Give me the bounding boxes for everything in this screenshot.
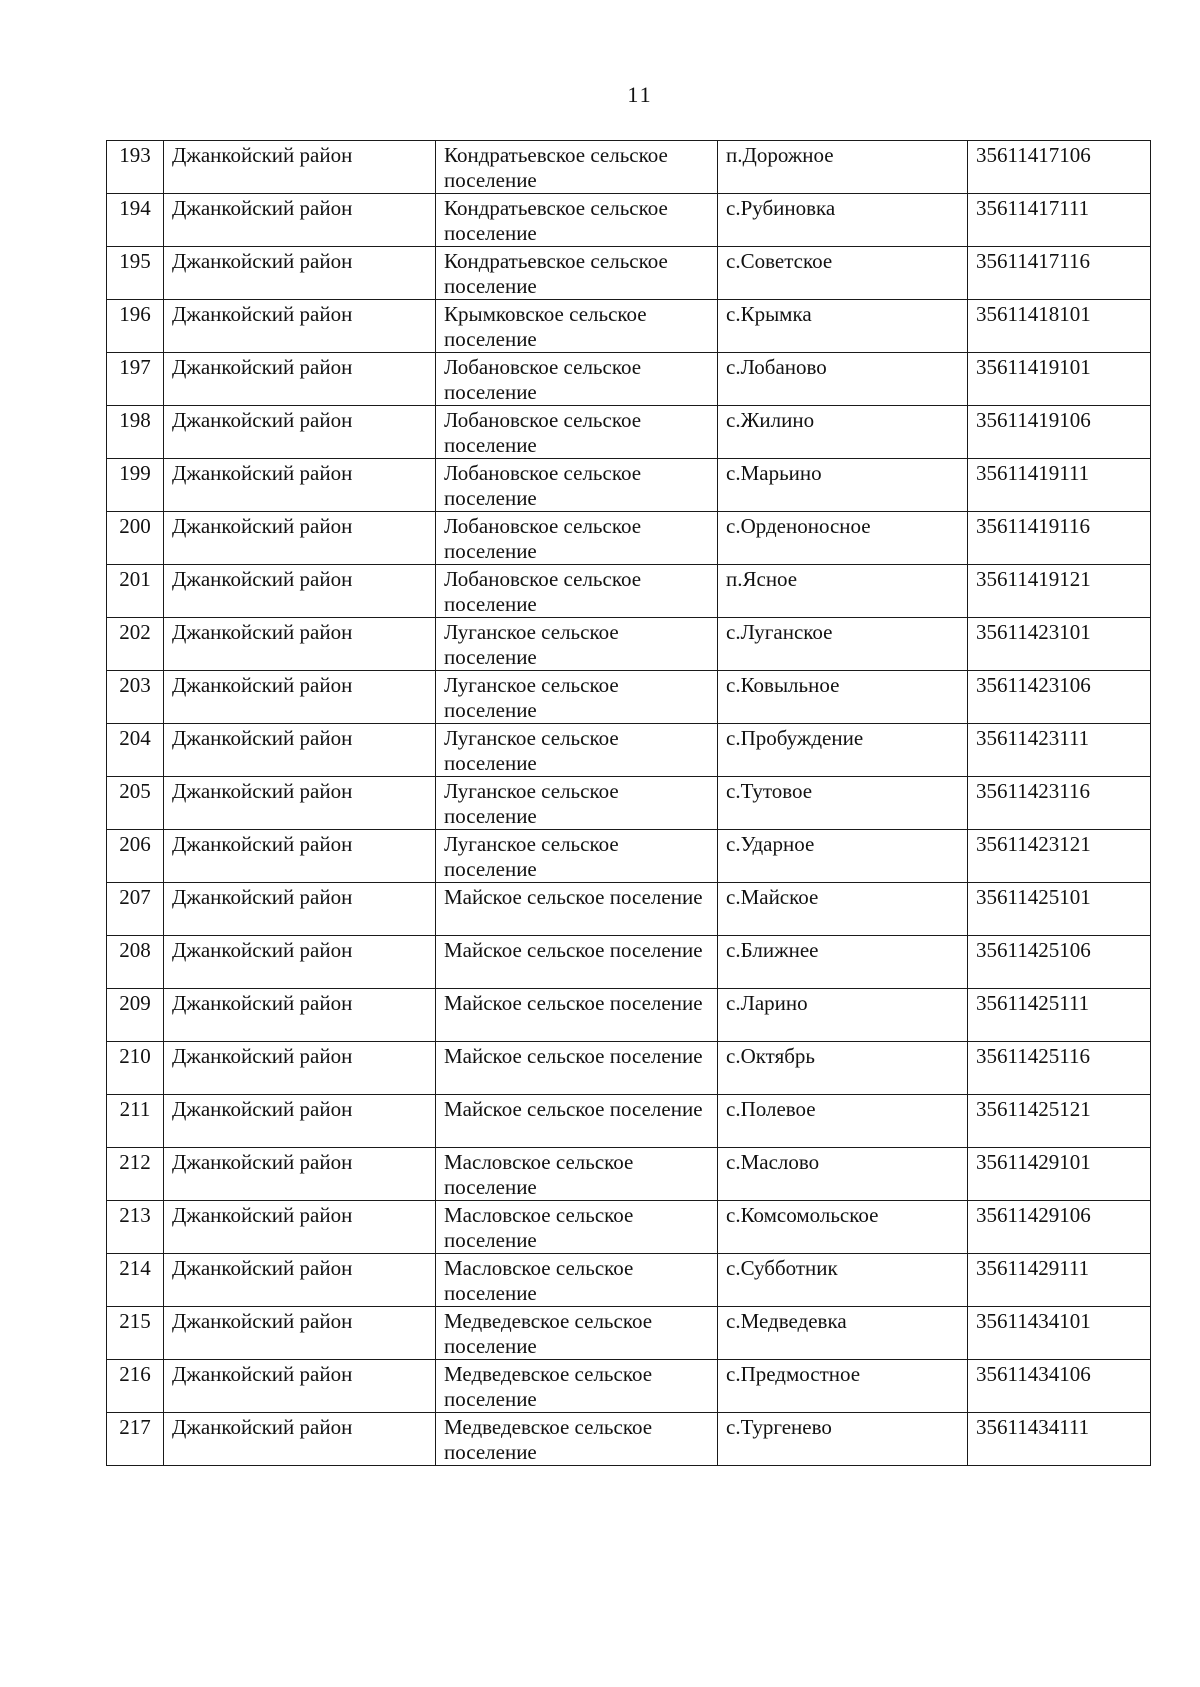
locality-cell-text: с.Лобаново	[726, 355, 827, 379]
row-number-cell-text: 205	[119, 779, 151, 803]
row-number-cell-text: 210	[119, 1044, 151, 1068]
table-row	[107, 883, 1151, 936]
settlement-cell	[436, 141, 718, 194]
district-cell-text: Джанкойский район	[172, 885, 353, 909]
locality-cell-text: с.Октябрь	[726, 1044, 815, 1068]
locality-cell-text: п.Ясное	[726, 567, 798, 591]
settlement-cell	[436, 1148, 718, 1201]
locality-cell	[718, 1254, 968, 1307]
row-number-cell-text: 204	[119, 726, 151, 750]
row-number-cell-text: 197	[119, 355, 151, 379]
district-cell	[164, 1307, 436, 1360]
row-number-cell	[107, 565, 164, 618]
settlement-cell-text: Лобановское сельское поселение	[444, 514, 642, 563]
settlement-cell-text: Лобановское сельское поселение	[444, 355, 642, 404]
table-row	[107, 565, 1151, 618]
row-number-cell-text: 196	[119, 302, 151, 326]
code-cell-text: 35611434111	[976, 1415, 1090, 1439]
code-cell	[968, 1360, 1151, 1413]
settlement-cell-text: Майское сельское поселение	[444, 991, 703, 1015]
settlement-cell	[436, 936, 718, 989]
table-row	[107, 406, 1151, 459]
locality-cell-text: с.Крымка	[726, 302, 812, 326]
settlement-cell-text: Медведевское сельское поселение	[444, 1415, 653, 1464]
district-cell	[164, 830, 436, 883]
locality-cell-text: с.Предмостное	[726, 1362, 861, 1386]
row-number-cell-text: 198	[119, 408, 151, 432]
code-cell-text: 35611425121	[976, 1097, 1091, 1121]
row-number-cell-text: 200	[119, 514, 151, 538]
row-number-cell-text: 195	[119, 249, 151, 273]
row-number-cell	[107, 459, 164, 512]
locality-cell	[718, 1042, 968, 1095]
locality-cell	[718, 1201, 968, 1254]
table-row	[107, 1201, 1151, 1254]
code-cell	[968, 1095, 1151, 1148]
settlement-cell-text: Лобановское сельское поселение	[444, 461, 642, 510]
locality-cell	[718, 247, 968, 300]
locality-cell-text: с.Медведевка	[726, 1309, 847, 1333]
district-cell-text: Джанкойский район	[172, 143, 353, 167]
district-cell-text: Джанкойский район	[172, 1362, 353, 1386]
code-cell-text: 35611434106	[976, 1362, 1091, 1386]
row-number-cell-text: 213	[119, 1203, 151, 1227]
locality-cell	[718, 724, 968, 777]
settlements-table	[106, 140, 1151, 1466]
code-cell-text: 35611419121	[976, 567, 1091, 591]
table-row	[107, 300, 1151, 353]
district-cell-text: Джанкойский район	[172, 938, 353, 962]
row-number-cell	[107, 883, 164, 936]
row-number-cell	[107, 194, 164, 247]
locality-cell	[718, 989, 968, 1042]
district-cell	[164, 1360, 436, 1413]
locality-cell-text: с.Ларино	[726, 991, 808, 1015]
locality-cell	[718, 1307, 968, 1360]
code-cell-text: 35611429101	[976, 1150, 1091, 1174]
code-cell	[968, 1201, 1151, 1254]
district-cell-text: Джанкойский район	[172, 1309, 353, 1333]
settlement-cell	[436, 671, 718, 724]
code-cell-text: 35611417111	[976, 196, 1090, 220]
settlement-cell	[436, 989, 718, 1042]
table-row	[107, 1042, 1151, 1095]
code-cell-text: 35611419106	[976, 408, 1091, 432]
district-cell	[164, 1254, 436, 1307]
locality-cell	[718, 777, 968, 830]
district-cell-text: Джанкойский район	[172, 514, 353, 538]
page-number: 11	[627, 82, 653, 107]
table-row	[107, 194, 1151, 247]
settlement-cell	[436, 406, 718, 459]
district-cell-text: Джанкойский район	[172, 1150, 353, 1174]
code-cell	[968, 989, 1151, 1042]
row-number-cell	[107, 247, 164, 300]
settlement-cell-text: Кондратьевское сельское поселение	[444, 196, 668, 245]
locality-cell	[718, 194, 968, 247]
settlement-cell-text: Майское сельское поселение	[444, 885, 703, 909]
locality-cell	[718, 565, 968, 618]
row-number-cell-text: 212	[119, 1150, 151, 1174]
locality-cell-text: с.Субботник	[726, 1256, 838, 1280]
locality-cell-text: с.Тутовое	[726, 779, 813, 803]
settlement-cell-text: Крымковское сельское поселение	[444, 302, 647, 351]
district-cell-text: Джанкойский район	[172, 779, 353, 803]
district-cell	[164, 1042, 436, 1095]
table-row	[107, 1148, 1151, 1201]
table-row	[107, 989, 1151, 1042]
row-number-cell-text: 202	[119, 620, 151, 644]
settlement-cell	[436, 777, 718, 830]
locality-cell-text: с.Ближнее	[726, 938, 819, 962]
table-row	[107, 1307, 1151, 1360]
table-row	[107, 1254, 1151, 1307]
table-row	[107, 777, 1151, 830]
row-number-cell	[107, 300, 164, 353]
locality-cell-text: с.Советское	[726, 249, 833, 273]
locality-cell	[718, 1360, 968, 1413]
settlement-cell	[436, 565, 718, 618]
table-row	[107, 353, 1151, 406]
settlement-cell	[436, 1254, 718, 1307]
code-cell	[968, 459, 1151, 512]
table-row	[107, 1413, 1151, 1466]
row-number-cell	[107, 1254, 164, 1307]
row-number-cell	[107, 671, 164, 724]
row-number-cell	[107, 1201, 164, 1254]
locality-cell	[718, 300, 968, 353]
settlement-cell-text: Луганское сельское поселение	[444, 779, 619, 828]
locality-cell	[718, 883, 968, 936]
row-number-cell-text: 194	[119, 196, 151, 220]
settlement-cell-text: Луганское сельское поселение	[444, 620, 619, 669]
locality-cell-text: с.Майское	[726, 885, 819, 909]
locality-cell	[718, 618, 968, 671]
table-row	[107, 1095, 1151, 1148]
settlement-cell	[436, 1307, 718, 1360]
locality-cell-text: с.Орденоносное	[726, 514, 871, 538]
code-cell	[968, 300, 1151, 353]
table-body	[107, 141, 1151, 1466]
code-cell-text: 35611423111	[976, 726, 1090, 750]
locality-cell	[718, 353, 968, 406]
code-cell-text: 35611425111	[976, 991, 1090, 1015]
code-cell	[968, 1254, 1151, 1307]
row-number-cell-text: 193	[119, 143, 151, 167]
code-cell	[968, 1413, 1151, 1466]
code-cell	[968, 671, 1151, 724]
locality-cell	[718, 141, 968, 194]
row-number-cell-text: 214	[119, 1256, 151, 1280]
locality-cell	[718, 671, 968, 724]
district-cell	[164, 671, 436, 724]
locality-cell-text: с.Маслово	[726, 1150, 820, 1174]
code-cell-text: 35611419111	[976, 461, 1090, 485]
row-number-cell-text: 217	[119, 1415, 151, 1439]
settlement-cell	[436, 618, 718, 671]
district-cell	[164, 989, 436, 1042]
settlement-cell-text: Масловское сельское поселение	[444, 1256, 634, 1305]
district-cell-text: Джанкойский район	[172, 567, 353, 591]
table-row	[107, 512, 1151, 565]
table-row	[107, 936, 1151, 989]
row-number-cell	[107, 830, 164, 883]
code-cell	[968, 141, 1151, 194]
settlement-cell	[436, 883, 718, 936]
row-number-cell-text: 208	[119, 938, 151, 962]
row-number-cell	[107, 1307, 164, 1360]
district-cell	[164, 1148, 436, 1201]
district-cell	[164, 724, 436, 777]
code-cell-text: 35611418101	[976, 302, 1091, 326]
locality-cell-text: с.Ковыльное	[726, 673, 840, 697]
locality-cell	[718, 830, 968, 883]
code-cell-text: 35611417106	[976, 143, 1091, 167]
district-cell-text: Джанкойский район	[172, 832, 353, 856]
locality-cell-text: с.Рубиновка	[726, 196, 836, 220]
settlement-cell	[436, 1095, 718, 1148]
code-cell	[968, 1042, 1151, 1095]
settlement-cell-text: Майское сельское поселение	[444, 938, 703, 962]
district-cell	[164, 353, 436, 406]
row-number-cell-text: 201	[119, 567, 151, 591]
code-cell	[968, 777, 1151, 830]
locality-cell	[718, 936, 968, 989]
code-cell-text: 35611429106	[976, 1203, 1091, 1227]
district-cell-text: Джанкойский район	[172, 302, 353, 326]
code-cell-text: 35611423121	[976, 832, 1091, 856]
settlement-cell	[436, 1360, 718, 1413]
code-cell	[968, 247, 1151, 300]
locality-cell-text: с.Тургенево	[726, 1415, 832, 1439]
code-cell-text: 35611434101	[976, 1309, 1091, 1333]
district-cell	[164, 565, 436, 618]
locality-cell	[718, 459, 968, 512]
settlement-cell-text: Лобановское сельское поселение	[444, 408, 642, 457]
locality-cell	[718, 512, 968, 565]
row-number-cell	[107, 1095, 164, 1148]
locality-cell-text: с.Луганское	[726, 620, 833, 644]
code-cell	[968, 1148, 1151, 1201]
settlement-cell	[436, 459, 718, 512]
district-cell-text: Джанкойский район	[172, 726, 353, 750]
code-cell-text: 35611425116	[976, 1044, 1090, 1068]
locality-cell	[718, 1095, 968, 1148]
table-row	[107, 830, 1151, 883]
district-cell-text: Джанкойский район	[172, 1044, 353, 1068]
district-cell	[164, 459, 436, 512]
row-number-cell-text: 211	[119, 1097, 151, 1121]
district-cell	[164, 512, 436, 565]
district-cell-text: Джанкойский район	[172, 1097, 353, 1121]
settlement-cell	[436, 1042, 718, 1095]
code-cell	[968, 618, 1151, 671]
row-number-cell	[107, 1413, 164, 1466]
settlement-cell	[436, 1201, 718, 1254]
table-row	[107, 1360, 1151, 1413]
row-number-cell	[107, 777, 164, 830]
code-cell	[968, 724, 1151, 777]
table-row	[107, 141, 1151, 194]
locality-cell-text: с.Полевое	[726, 1097, 816, 1121]
settlement-cell	[436, 830, 718, 883]
table-row	[107, 671, 1151, 724]
code-cell	[968, 565, 1151, 618]
code-cell-text: 35611417116	[976, 249, 1090, 273]
district-cell	[164, 194, 436, 247]
district-cell	[164, 247, 436, 300]
row-number-cell	[107, 141, 164, 194]
district-cell-text: Джанкойский район	[172, 673, 353, 697]
settlement-cell-text: Медведевское сельское поселение	[444, 1362, 653, 1411]
table-row	[107, 247, 1151, 300]
row-number-cell	[107, 1042, 164, 1095]
district-cell-text: Джанкойский район	[172, 991, 353, 1015]
settlement-cell	[436, 512, 718, 565]
row-number-cell-text: 215	[119, 1309, 151, 1333]
settlement-cell-text: Масловское сельское поселение	[444, 1150, 634, 1199]
row-number-cell-text: 207	[119, 885, 151, 909]
code-cell	[968, 1307, 1151, 1360]
row-number-cell	[107, 1148, 164, 1201]
row-number-cell-text: 206	[119, 832, 151, 856]
code-cell	[968, 936, 1151, 989]
district-cell-text: Джанкойский район	[172, 1256, 353, 1280]
district-cell-text: Джанкойский район	[172, 196, 353, 220]
code-cell	[968, 194, 1151, 247]
code-cell-text: 35611429111	[976, 1256, 1090, 1280]
locality-cell-text: с.Комсомольское	[726, 1203, 879, 1227]
code-cell-text: 35611423116	[976, 779, 1090, 803]
row-number-cell-text: 216	[119, 1362, 151, 1386]
row-number-cell	[107, 618, 164, 671]
row-number-cell-text: 203	[119, 673, 151, 697]
table-row	[107, 618, 1151, 671]
settlement-cell-text: Майское сельское поселение	[444, 1044, 703, 1068]
locality-cell	[718, 1148, 968, 1201]
code-cell-text: 35611425101	[976, 885, 1091, 909]
settlement-cell	[436, 300, 718, 353]
locality-cell-text: п.Дорожное	[726, 143, 834, 167]
district-cell	[164, 300, 436, 353]
district-cell-text: Джанкойский район	[172, 1203, 353, 1227]
district-cell	[164, 1201, 436, 1254]
code-cell-text: 35611425106	[976, 938, 1091, 962]
code-cell	[968, 353, 1151, 406]
row-number-cell	[107, 1360, 164, 1413]
code-cell	[968, 512, 1151, 565]
locality-cell-text: с.Жилино	[726, 408, 815, 432]
row-number-cell-text: 209	[119, 991, 151, 1015]
district-cell	[164, 936, 436, 989]
settlement-cell-text: Луганское сельское поселение	[444, 673, 619, 722]
settlement-cell-text: Кондратьевское сельское поселение	[444, 249, 668, 298]
row-number-cell-text: 199	[119, 461, 151, 485]
row-number-cell	[107, 512, 164, 565]
code-cell-text: 35611423106	[976, 673, 1091, 697]
table-row	[107, 459, 1151, 512]
district-cell	[164, 883, 436, 936]
code-cell	[968, 406, 1151, 459]
settlement-cell	[436, 353, 718, 406]
district-cell-text: Джанкойский район	[172, 461, 353, 485]
locality-cell-text: с.Марьино	[726, 461, 822, 485]
district-cell-text: Джанкойский район	[172, 355, 353, 379]
district-cell-text: Джанкойский район	[172, 249, 353, 273]
settlement-cell-text: Масловское сельское поселение	[444, 1203, 634, 1252]
row-number-cell	[107, 989, 164, 1042]
district-cell	[164, 1095, 436, 1148]
settlement-cell-text: Луганское сельское поселение	[444, 832, 619, 881]
code-cell-text: 35611419116	[976, 514, 1090, 538]
district-cell	[164, 777, 436, 830]
settlement-cell-text: Медведевское сельское поселение	[444, 1309, 653, 1358]
code-cell-text: 35611423101	[976, 620, 1091, 644]
code-cell	[968, 883, 1151, 936]
district-cell-text: Джанкойский район	[172, 1415, 353, 1439]
district-cell-text: Джанкойский район	[172, 408, 353, 432]
row-number-cell	[107, 724, 164, 777]
row-number-cell	[107, 406, 164, 459]
locality-cell	[718, 406, 968, 459]
row-number-cell	[107, 353, 164, 406]
settlement-cell-text: Кондратьевское сельское поселение	[444, 143, 668, 192]
settlement-cell	[436, 1413, 718, 1466]
settlement-cell-text: Лобановское сельское поселение	[444, 567, 642, 616]
locality-cell-text: с.Пробуждение	[726, 726, 864, 750]
settlement-cell-text: Майское сельское поселение	[444, 1097, 703, 1121]
row-number-cell	[107, 936, 164, 989]
settlement-cell	[436, 724, 718, 777]
code-cell	[968, 830, 1151, 883]
table-row	[107, 724, 1151, 777]
settlement-cell	[436, 194, 718, 247]
settlement-cell-text: Луганское сельское поселение	[444, 726, 619, 775]
district-cell	[164, 406, 436, 459]
district-cell-text: Джанкойский район	[172, 620, 353, 644]
district-cell	[164, 1413, 436, 1466]
district-cell	[164, 141, 436, 194]
locality-cell-text: с.Ударное	[726, 832, 815, 856]
district-cell	[164, 618, 436, 671]
code-cell-text: 35611419101	[976, 355, 1091, 379]
settlement-cell	[436, 247, 718, 300]
locality-cell	[718, 1413, 968, 1466]
